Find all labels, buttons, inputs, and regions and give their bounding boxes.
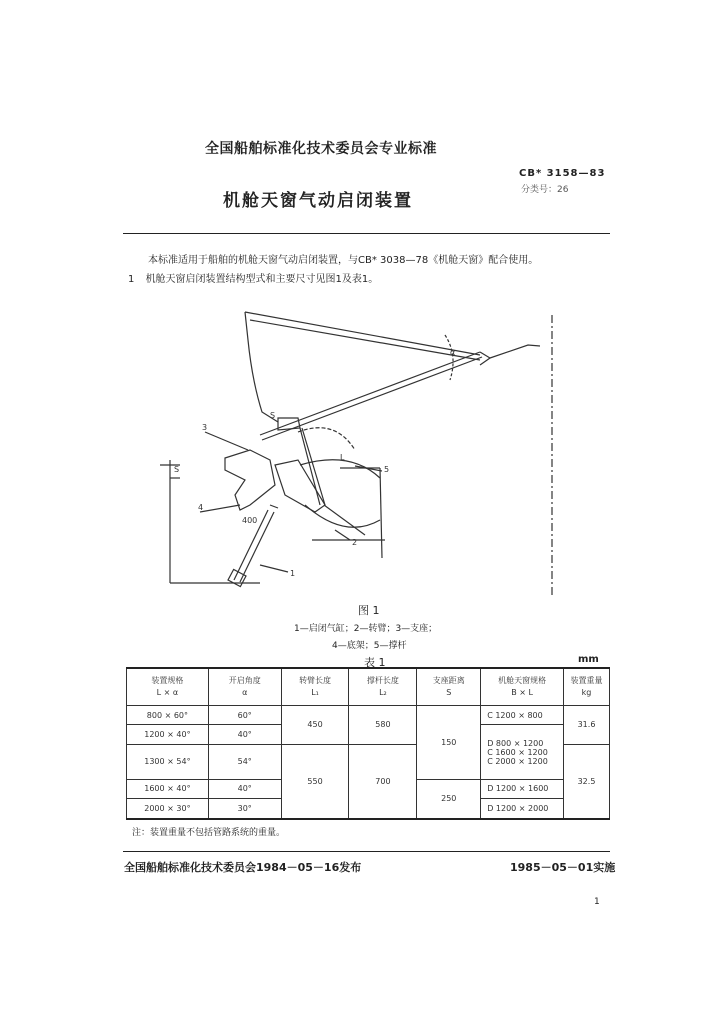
table-unit: mm — [578, 654, 599, 665]
figure-1-drawing — [150, 300, 580, 600]
cell-arm-length: 550 — [281, 744, 349, 819]
spec-table — [126, 667, 610, 820]
page-number: 1 — [594, 897, 600, 907]
cell-config: D 1200 × 1600 — [481, 779, 564, 798]
cell-spec: 1600 × 40° — [127, 779, 209, 798]
cell-config: D 1200 × 2000 — [481, 799, 564, 819]
cell-spec: 800 × 60° — [127, 706, 209, 725]
cell-config: C 1200 × 800 — [481, 706, 564, 725]
cell-spec: 2000 × 30° — [127, 799, 209, 819]
cell-angle: 40° — [208, 725, 281, 744]
figure-label-s: S — [270, 411, 276, 420]
header-spec: 装置规格 L × α — [127, 668, 209, 706]
figure-legend-line-2: 4—底架；5—撑杆 — [332, 641, 407, 651]
standard-number: CB* 3158—83 — [519, 168, 606, 179]
issue-date: 全国船舶标准化技术委员会1984－05－16发布 — [124, 861, 362, 874]
cell-weight: 31.6 — [564, 706, 610, 745]
figure-label-5: 5 — [384, 465, 390, 474]
figure-label-alpha: α — [450, 348, 456, 357]
cell-spec: 1300 × 54° — [127, 744, 209, 779]
table-caption: 表 1 — [364, 656, 386, 669]
header-weight: 装置重量 kg — [564, 668, 610, 706]
cell-weight: 32.5 — [564, 744, 610, 819]
cell-support-distance: 150 — [417, 706, 481, 780]
figure-label-3: 3 — [202, 423, 208, 432]
cell-angle: 60° — [208, 706, 281, 725]
cell-strut-length: 580 — [349, 706, 417, 745]
cell-support-distance: 250 — [417, 779, 481, 819]
figure-label-h: S — [174, 465, 180, 474]
organization-heading: 全国船舶标准化技术委员会专业标准 — [205, 141, 437, 157]
cell-arm-length: 450 — [281, 706, 349, 745]
table-note: 注：装置重量不包括管路系统的重量。 — [132, 828, 286, 838]
cell-angle: 40° — [208, 779, 281, 798]
section-1 — [128, 270, 378, 285]
section-1-number: 1 — [128, 274, 135, 285]
section-1-text: 机舱天窗启闭装置结构型式和主要尺寸见图1及表1。 — [145, 274, 379, 285]
cell-angle: 54° — [208, 744, 281, 779]
top-divider — [123, 233, 610, 234]
figure-label-2: 2 — [352, 538, 358, 547]
cell-strut-length: 700 — [349, 744, 417, 819]
cell-spec: 1200 × 40° — [127, 725, 209, 744]
classification-number: 分类号：26 — [521, 185, 569, 195]
header-support-distance: 支座距离 S — [417, 668, 481, 706]
intro-paragraph: 本标准适用于船舶的机舱天窗气动启闭装置，与CB* 3038—78《机舱天窗》配合使用。 — [148, 255, 539, 266]
figure-label-angle: 400 — [242, 516, 258, 525]
header-arm-length: 转臂长度 L₁ — [281, 668, 349, 706]
figure-label-l: L — [340, 453, 345, 462]
bottom-divider — [123, 851, 610, 852]
figure-caption: 图 1 — [358, 604, 380, 617]
table-header-row — [127, 668, 610, 706]
header-angle: 开启角度 α — [208, 668, 281, 706]
header-skylight-spec: 机舱天窗规格 B × L — [481, 668, 564, 706]
figure-label-4: 4 — [198, 503, 204, 512]
header-strut-length: 撑杆长度 L₂ — [349, 668, 417, 706]
cell-angle: 30° — [208, 799, 281, 819]
figure-label-1: 1 — [290, 569, 296, 578]
implementation-date: 1985－05－01实施 — [510, 861, 616, 874]
document-title: 机舱天窗气动启闭装置 — [223, 191, 413, 211]
cell-config: D 800 × 1200 C 1600 × 1200 C 2000 × 1200 — [481, 725, 564, 779]
figure-legend-line-1: 1—启闭气缸；2—转臂；3—支座； — [294, 624, 438, 634]
